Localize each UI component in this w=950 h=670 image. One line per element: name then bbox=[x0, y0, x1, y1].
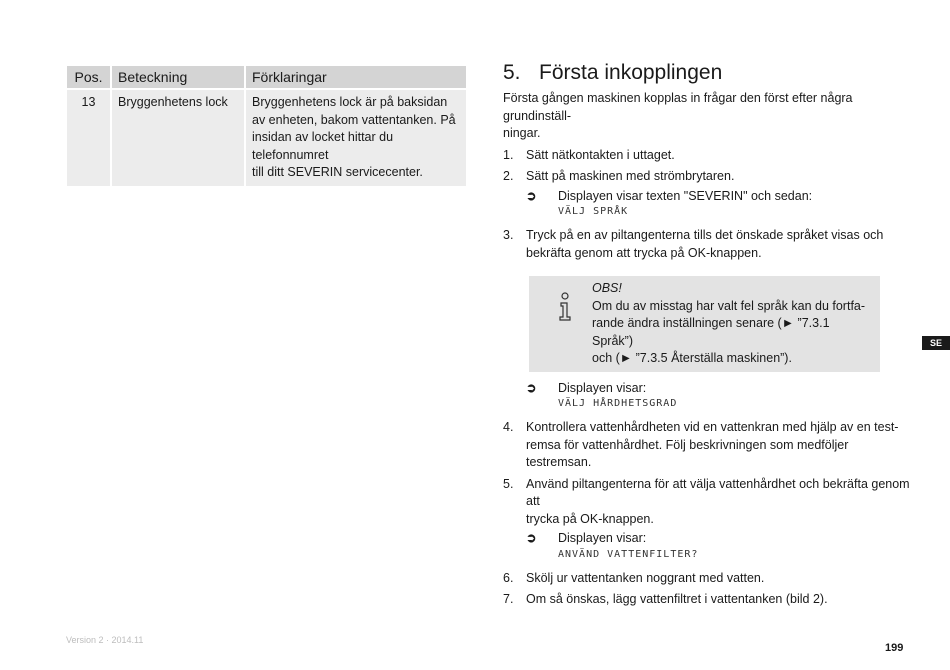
step-text: Sätt nätkontakten i uttaget. bbox=[526, 147, 675, 162]
desc-line: insidan av locket hittar du telefonnumret bbox=[252, 130, 394, 162]
header-description: Förklaringar bbox=[245, 66, 466, 89]
step-text: Skölj ur vattentanken noggrant med vatten. bbox=[526, 570, 765, 585]
step-number: 2. bbox=[503, 169, 514, 183]
intro-line: Första gången maskinen kopplas in frågar den först efter några grundinställ- bbox=[503, 91, 853, 123]
note-title: OBS! bbox=[592, 281, 622, 295]
result-text: Displayen visar: bbox=[558, 531, 647, 545]
section-title: Första inkopplingen bbox=[539, 61, 723, 84]
step-line: Tryck på en av piltangenterna tills det önskade språket visas och bbox=[526, 228, 884, 242]
step-line: Använd piltangenterna för att välja vattenhårdhet och bekräfta genom att bbox=[526, 476, 910, 508]
step-text bbox=[526, 476, 913, 529]
step-line: trycka på OK-knappen. bbox=[526, 511, 654, 526]
language-tab: SE bbox=[922, 336, 950, 350]
header-pos: Pos. bbox=[67, 66, 111, 89]
result-arrow-icon: ➲ bbox=[526, 531, 537, 545]
result-step-5 bbox=[526, 530, 913, 562]
desc-line: till ditt SEVERIN servicecenter. bbox=[252, 165, 423, 179]
row-pos: 13 bbox=[67, 89, 111, 186]
note-content bbox=[592, 280, 872, 368]
note-line: Om du av misstag har valt fel språk kan du fortfa- bbox=[592, 298, 866, 313]
intro-line: ningar. bbox=[503, 126, 541, 140]
step-text bbox=[526, 227, 913, 262]
step-number: 3. bbox=[503, 228, 514, 242]
page-number: 199 bbox=[885, 642, 904, 654]
result-step-2 bbox=[526, 188, 913, 220]
section-heading bbox=[503, 60, 913, 86]
result-text: Displayen visar texten "SEVERIN" och sedan: bbox=[558, 188, 813, 203]
table-row bbox=[67, 89, 466, 186]
parts-table bbox=[67, 66, 466, 186]
display-text: ANVÄND VATTENFILTER? bbox=[558, 548, 699, 560]
display-text: VÄLJ HÅRDHETSGRAD bbox=[558, 398, 678, 409]
header-name: Beteckning bbox=[111, 66, 245, 89]
note-line: och (► ”7.3.5 Återställa maskinen”). bbox=[592, 351, 792, 365]
result-arrow-icon: ➲ bbox=[526, 188, 537, 203]
desc-line: av enheten, bakom vattentanken. På bbox=[252, 112, 456, 127]
desc-line: Bryggenhetens lock är på baksidan bbox=[252, 95, 448, 109]
result-text: Displayen visar: bbox=[558, 380, 647, 395]
section-number: 5. bbox=[503, 61, 521, 84]
version-label: Version 2 · 2014.11 bbox=[66, 635, 144, 645]
step-6 bbox=[503, 570, 913, 588]
note-box bbox=[529, 276, 880, 372]
step-2 bbox=[503, 168, 913, 186]
step-number: 5. bbox=[503, 476, 514, 491]
step-7 bbox=[503, 591, 913, 609]
display-text: VÄLJ SPRÅK bbox=[558, 206, 629, 217]
step-text: Om så önskas, lägg vattenfiltret i vattentanken (bild 2). bbox=[526, 592, 828, 606]
step-number: 4. bbox=[503, 420, 514, 434]
step-4 bbox=[503, 419, 913, 472]
step-1 bbox=[503, 147, 913, 165]
result-step-3 bbox=[526, 380, 913, 412]
step-number: 1. bbox=[503, 147, 514, 162]
step-number: 7. bbox=[503, 592, 514, 606]
step-line: bekräfta genom att trycka på OK-knappen. bbox=[526, 245, 762, 260]
note-line: rande ändra inställningen senare (► ”7.3.1 Språk”) bbox=[592, 316, 830, 348]
step-number: 6. bbox=[503, 570, 514, 585]
result-arrow-icon: ➲ bbox=[526, 380, 537, 395]
step-line: Kontrollera vattenhårdheten vid en vattenkran med hjälp av en test- bbox=[526, 420, 899, 434]
step-3 bbox=[503, 227, 913, 262]
section-first-startup bbox=[503, 60, 913, 609]
row-name: Bryggenhetens lock bbox=[111, 89, 245, 186]
step-text bbox=[526, 419, 913, 472]
table-header-row bbox=[67, 66, 466, 89]
step-5 bbox=[503, 476, 913, 529]
section-intro bbox=[503, 90, 913, 143]
info-icon bbox=[537, 280, 592, 368]
step-line: remsa för vattenhårdhet. Följ beskrivningen som medföljer testremsan. bbox=[526, 437, 849, 469]
row-description bbox=[245, 89, 466, 186]
step-text: Sätt på maskinen med strömbrytaren. bbox=[526, 169, 735, 183]
